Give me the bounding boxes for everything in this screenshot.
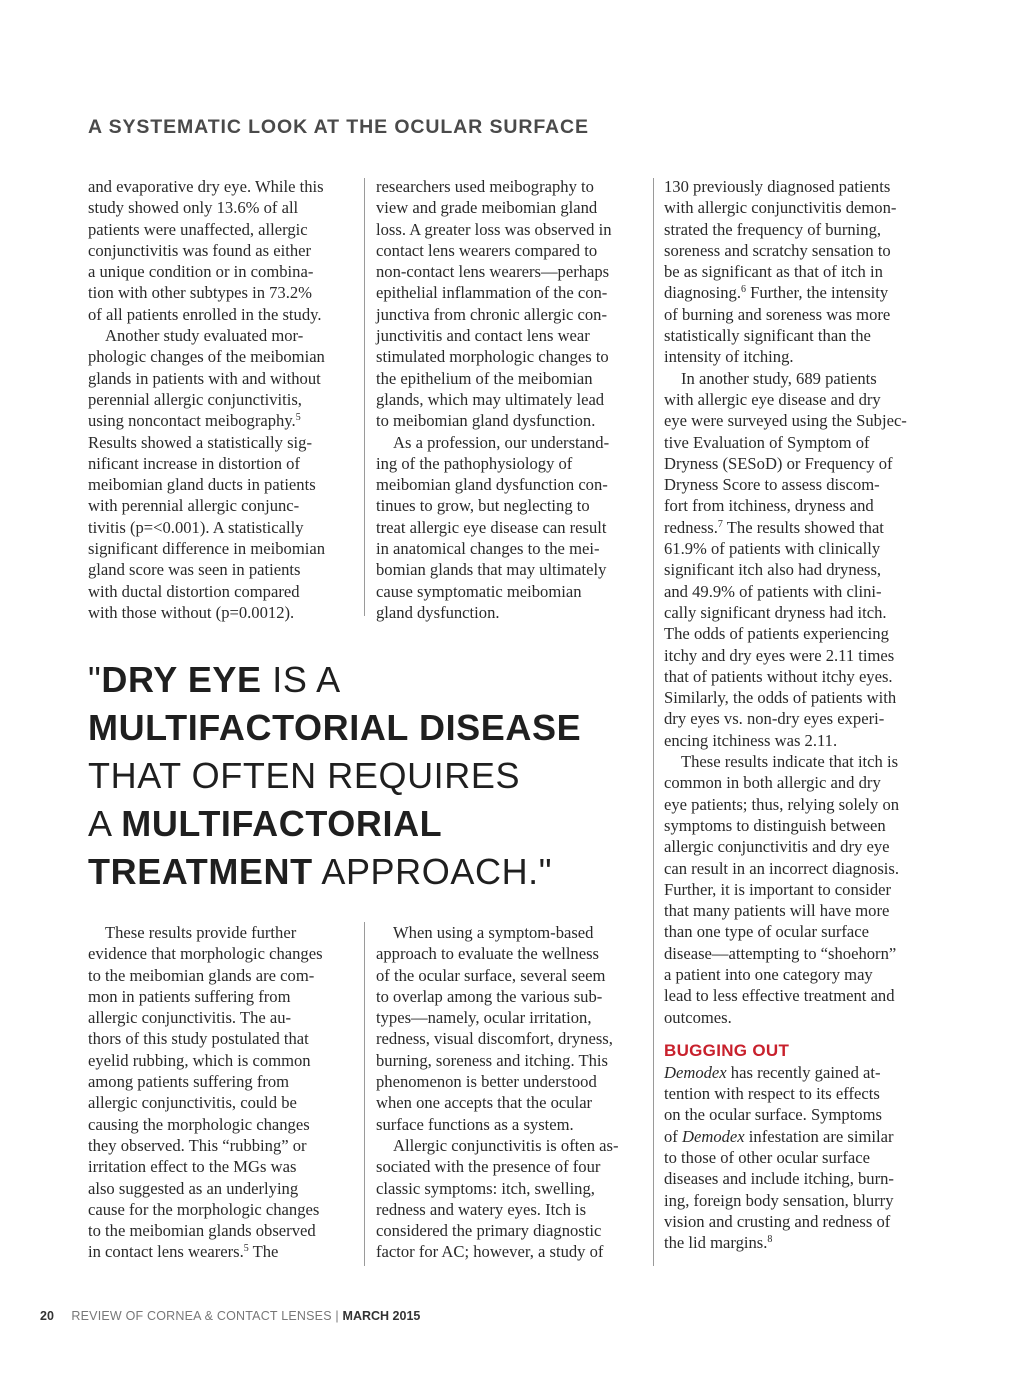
text-line: the epithelium of the meibomian: [376, 368, 593, 388]
quote-bold-multifactorial-disease: MULTIFACTORIAL DISEASE: [88, 707, 582, 748]
page-footer: [40, 1309, 420, 1323]
text-line: with ductal distortion compared: [88, 581, 300, 601]
text-line: Allergic conjunctivitis is often as-: [393, 1135, 619, 1155]
text-line: stimulated morphologic changes to: [376, 347, 609, 367]
text-fragment: in contact lens wearers.: [88, 1242, 244, 1262]
text-line: to the meibomian glands observed: [88, 1221, 316, 1241]
text-line: factor for AC; however, a study of: [376, 1242, 604, 1262]
text-fragment: diagnosing.: [664, 283, 741, 303]
text-fragment: has recently gained at-: [726, 1062, 881, 1082]
page-number: 20: [40, 1309, 54, 1323]
text-line: ing of the pathophysiology of: [376, 453, 573, 473]
text-line: surface functions as a system.: [376, 1114, 574, 1134]
text-line: types—namely, ocular irritation,: [376, 1008, 592, 1028]
column-divider: [653, 178, 654, 1266]
text-line: [664, 1232, 932, 1253]
column-2-bottom-text: [376, 922, 644, 1263]
text-line: allergic conjunctivitis, could be: [88, 1093, 297, 1113]
text-line: epithelial inflammation of the con-: [376, 283, 608, 303]
text-line: gland dysfunction.: [376, 602, 500, 622]
text-line: also suggested as an underlying: [88, 1178, 299, 1198]
text-line: to meibomian gland dysfunction.: [376, 411, 596, 431]
text-line: allergic conjunctivitis and dry eye: [664, 837, 890, 857]
column-1-bottom-text: [88, 922, 356, 1263]
text-line: perennial allergic conjunctivitis,: [88, 389, 302, 409]
quote-mark: ": [88, 659, 102, 700]
text-line: common in both allergic and dry: [664, 773, 881, 793]
text-line: [664, 1126, 932, 1147]
text-line: significant itch also had dryness,: [664, 560, 882, 580]
text-line: be as significant as that of itch in: [664, 262, 883, 282]
text-line: [664, 282, 932, 303]
text-line: junctiva from chronic allergic con-: [376, 304, 607, 324]
quote-text: A: [88, 803, 122, 844]
section-header: A SYSTEMATIC LOOK AT THE OCULAR SURFACE: [88, 116, 589, 138]
text-fragment: of: [664, 1126, 682, 1146]
text-line: diseases and include itching, burn-: [664, 1169, 894, 1189]
text-line: causing the morphologic changes: [88, 1114, 310, 1134]
text-line: cause for the morphologic changes: [88, 1199, 320, 1219]
text-line: classic symptoms: itch, swelling,: [376, 1178, 595, 1198]
text-line: Further, it is important to consider: [664, 879, 892, 899]
pull-quote: [88, 656, 608, 896]
text-line: approach to evaluate the wellness: [376, 944, 600, 964]
text-fragment: the lid margins.: [664, 1233, 768, 1253]
text-line: allergic conjunctivitis. The au-: [88, 1008, 292, 1028]
text-line: These results provide further: [105, 923, 297, 942]
quote-bold-multifactorial: MULTIFACTORIAL: [121, 803, 443, 844]
text-line: redness, visual discomfort, dryness,: [376, 1029, 613, 1049]
text-line: soreness and scratchy sensation to: [664, 240, 891, 260]
text-line: can result in an incorrect diagnosis.: [664, 858, 900, 878]
text-line: ing, foreign body sensation, blurry: [664, 1190, 894, 1210]
text-line: Dryness (SESoD) or Frequency of: [664, 453, 893, 473]
text-line: nificant increase in distortion of: [88, 453, 300, 473]
text-line: [88, 1241, 356, 1262]
text-line: [88, 410, 356, 431]
text-line: with those without (p=0.0012).: [88, 602, 295, 622]
text-line: bomian glands that may ultimately: [376, 560, 607, 580]
text-line: tinues to grow, but neglecting to: [376, 496, 590, 516]
text-line: researchers used meibography to: [376, 177, 594, 196]
text-line: intensity of itching.: [664, 347, 794, 367]
italic-term: Demodex: [664, 1062, 727, 1082]
text-fragment: The: [248, 1242, 279, 1262]
text-line: mon in patients suffering from: [88, 986, 291, 1006]
text-line: phenomenon is better understood: [376, 1072, 597, 1092]
text-fragment: infestation are similar: [744, 1126, 894, 1146]
reference-number: 8: [767, 1234, 773, 1246]
quote-text: APPROACH.": [312, 851, 553, 892]
text-line: junctivitis and contact lens wear: [376, 326, 590, 346]
text-line: tention with respect to its effects: [664, 1084, 880, 1104]
footer-separator: |: [331, 1309, 343, 1323]
text-line: Another study evaluated mor-: [105, 326, 304, 346]
text-line: Results showed a statistically sig-: [88, 432, 312, 452]
text-line: These results indicate that itch is: [681, 752, 899, 772]
text-line: to those of other ocular surface: [664, 1148, 870, 1168]
text-line: glands, which may ultimately lead: [376, 389, 605, 409]
text-line: considered the primary diagnostic: [376, 1221, 602, 1241]
text-line: and evaporative dry eye. While this: [88, 177, 324, 196]
text-line: significant difference in meibomian: [88, 539, 325, 559]
text-fragment: Further, the intensity: [745, 283, 889, 303]
text-line: loss. A greater loss was observed in: [376, 219, 612, 239]
text-line: gland score was seen in patients: [88, 560, 301, 580]
section-heading: BUGGING OUT: [664, 1040, 790, 1060]
text-line: non-contact lens wearers—perhaps: [376, 262, 610, 282]
reference-number: 6: [740, 284, 746, 296]
text-line: phologic changes of the meibomian: [88, 347, 325, 367]
text-line: symptoms to distinguish between: [664, 815, 886, 835]
text-line: eyelid rubbing, which is common: [88, 1050, 311, 1070]
column-divider: [364, 922, 365, 1266]
text-line: with allergic conjunctivitis demon-: [664, 198, 897, 218]
text-line: with perennial allergic conjunc-: [88, 496, 300, 516]
text-line: evidence that morphologic changes: [88, 944, 323, 964]
text-line: on the ocular surface. Symptoms: [664, 1105, 882, 1125]
quote-bold-treatment: TREATMENT: [88, 851, 313, 892]
text-line: contact lens wearers compared to: [376, 240, 598, 260]
text-line: encing itchiness was 2.11.: [664, 730, 838, 750]
text-line: dry eyes vs. non-dry eyes experi-: [664, 709, 885, 729]
text-line: The odds of patients experiencing: [664, 624, 889, 644]
text-line: As a profession, our understand-: [393, 432, 610, 452]
text-line: patients were unaffected, allergic: [88, 219, 308, 239]
text-line: of the ocular surface, several seem: [376, 965, 606, 985]
text-line: In another study, 689 patients: [681, 368, 877, 388]
text-line: meibomian gland ducts in patients: [88, 475, 316, 495]
text-line: cally significant dryness had itch.: [664, 602, 887, 622]
issue-date: MARCH 2015: [342, 1309, 421, 1323]
text-line: among patients suffering from: [88, 1072, 290, 1092]
text-line: tivitis (p=<0.001). A statistically: [88, 517, 304, 537]
text-line: Similarly, the odds of patients with: [664, 688, 897, 708]
text-line: when one accepts that the ocular: [376, 1093, 593, 1113]
quote-text: IS A: [261, 659, 341, 700]
text-line: to the meibomian glands are com-: [88, 965, 315, 985]
text-line: a unique condition or in combina-: [88, 262, 314, 282]
text-line: statistically significant than the: [664, 326, 871, 346]
text-line: meibomian gland dysfunction con-: [376, 475, 608, 495]
text-line: that many patients will have more: [664, 901, 890, 921]
text-line: Dryness Score to assess discom-: [664, 475, 880, 495]
text-line: to overlap among the various sub-: [376, 986, 603, 1006]
text-line: of all patients enrolled in the study.: [88, 304, 322, 324]
text-line: fort from itchiness, dryness and: [664, 496, 874, 516]
text-line: conjunctivitis was found as either: [88, 240, 312, 260]
text-fragment: The results showed that: [722, 517, 884, 537]
text-line: burning, soreness and itching. This: [376, 1050, 608, 1070]
text-line: study showed only 13.6% of all: [88, 198, 299, 218]
journal-name: REVIEW OF CORNEA & CONTACT LENSES: [71, 1309, 332, 1323]
italic-term: Demodex: [681, 1126, 745, 1146]
text-line: a patient into one category may: [664, 964, 873, 984]
text-line: strated the frequency of burning,: [664, 219, 882, 239]
text-line: thors of this study postulated that: [88, 1029, 309, 1049]
text-line: tion with other subtypes in 73.2%: [88, 283, 312, 303]
text-line: than one type of ocular surface: [664, 922, 870, 942]
text-line: itchy and dry eyes were 2.11 times: [664, 645, 895, 665]
text-line: tive Evaluation of Symptom of: [664, 432, 870, 452]
text-line: of burning and soreness was more: [664, 304, 891, 324]
column-divider: [364, 178, 365, 616]
text-line: glands in patients with and without: [88, 368, 321, 388]
text-line: 130 previously diagnosed patients: [664, 177, 891, 196]
text-line: they observed. This “rubbing” or: [88, 1135, 307, 1155]
text-line: sociated with the presence of four: [376, 1157, 601, 1177]
text-line: [664, 517, 932, 538]
reference-number: 5: [295, 412, 301, 424]
text-line: redness and watery eyes. Itch is: [376, 1199, 587, 1219]
column-3-text: [664, 176, 932, 1254]
text-line: [664, 1062, 932, 1083]
text-line: lead to less effective treatment and: [664, 986, 895, 1006]
text-line: cause symptomatic meibomian: [376, 581, 582, 601]
text-line: that of patients without itchy eyes.: [664, 666, 893, 686]
column-2-top-text: [376, 176, 644, 623]
text-line: eye patients; thus, relying solely on: [664, 794, 900, 814]
quote-text: THAT OFTEN REQUIRES: [88, 755, 521, 796]
text-line: with allergic eye disease and dry: [664, 389, 881, 409]
text-fragment: redness.: [664, 517, 718, 537]
text-line: 61.9% of patients with clinically: [664, 539, 881, 559]
quote-bold-dry-eye: DRY EYE: [101, 659, 262, 700]
text-line: vision and crusting and redness of: [664, 1211, 891, 1231]
reference-number: 5: [243, 1243, 249, 1255]
text-line: in anatomical changes to the mei-: [376, 539, 600, 559]
reference-number: 7: [717, 518, 723, 530]
text-line: disease—attempting to “shoehorn”: [664, 943, 897, 963]
text-line: and 49.9% of patients with clini-: [664, 581, 882, 601]
text-line: eye were surveyed using the Subjec-: [664, 411, 907, 431]
text-line: treat allergic eye disease can result: [376, 517, 607, 537]
column-1-top-text: [88, 176, 356, 623]
text-line: outcomes.: [664, 1007, 732, 1027]
text-line: irritation effect to the MGs was: [88, 1157, 297, 1177]
text-line: When using a symptom-based: [393, 923, 594, 942]
text-line: view and grade meibomian gland: [376, 198, 598, 218]
text-fragment: using noncontact meibography.: [88, 411, 296, 431]
